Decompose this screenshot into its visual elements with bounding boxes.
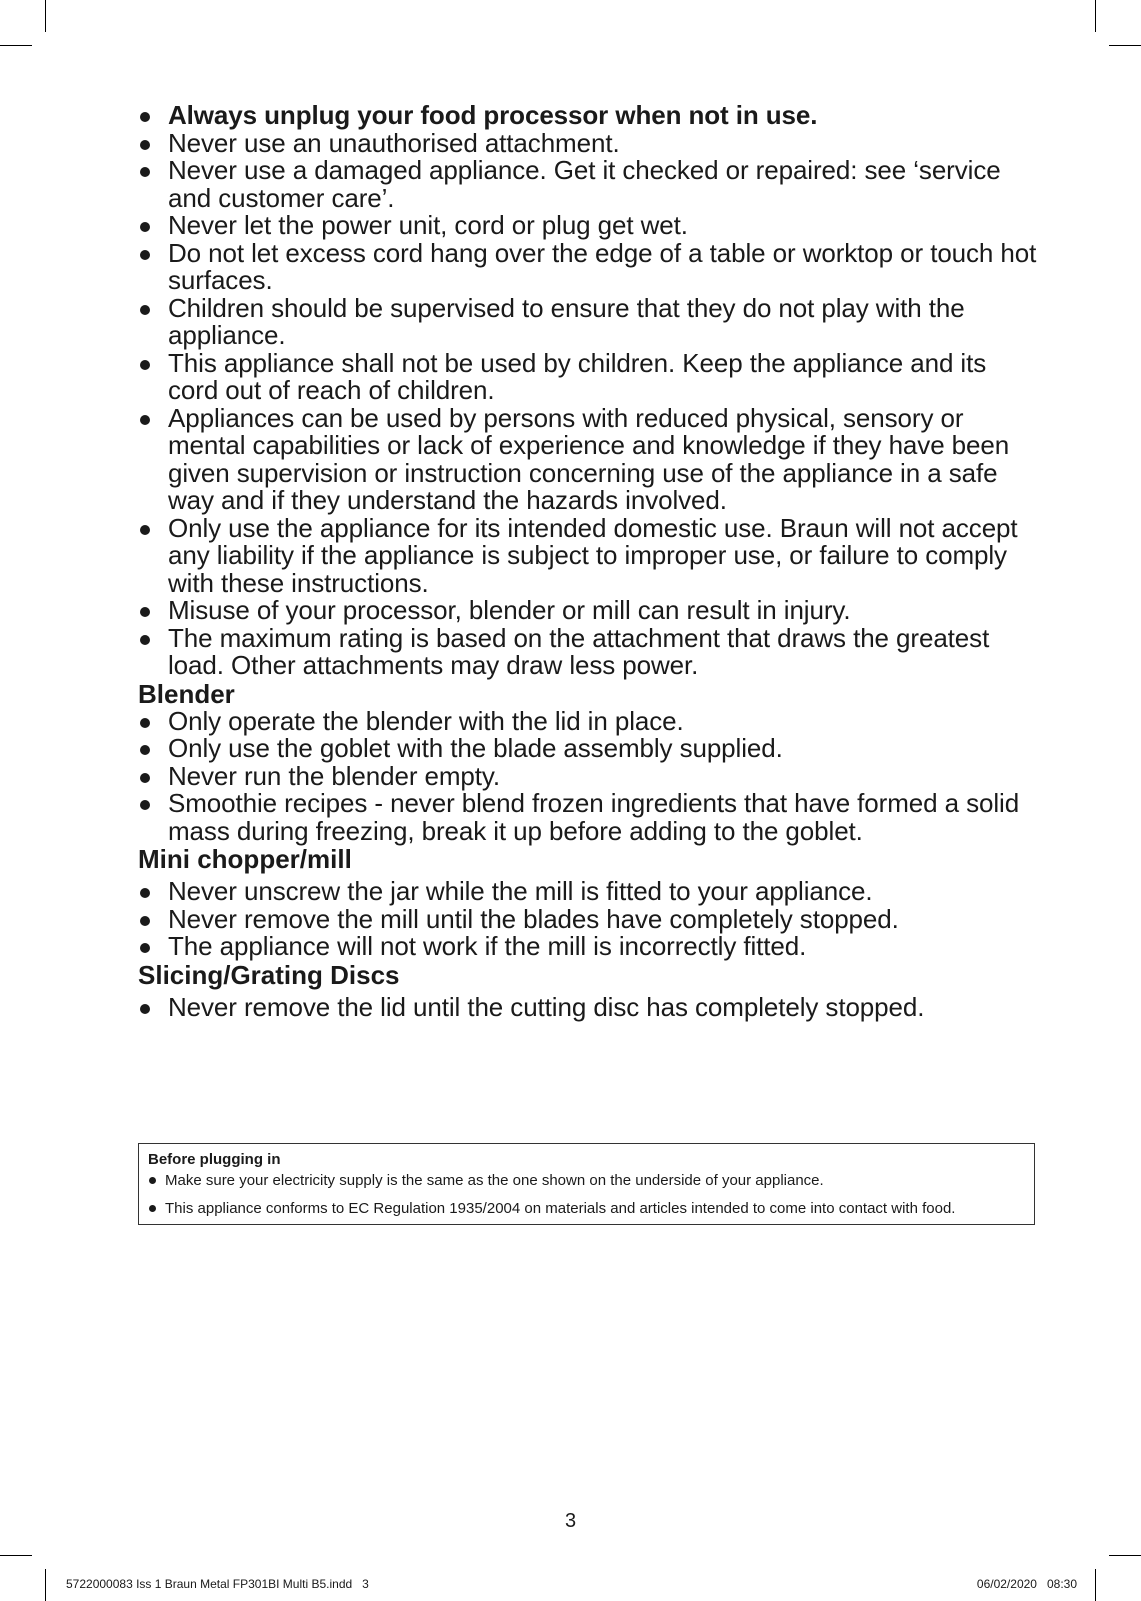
discs-heading: Slicing/Grating Discs — [138, 959, 400, 990]
bullet-icon — [140, 112, 150, 122]
safety-list — [138, 102, 1038, 680]
bullet-icon — [140, 800, 150, 810]
list-item: The maximum rating is based on the attachment that draws the greatest load. Other attachments may draw less power. — [138, 625, 1038, 680]
slug-datetime: 06/02/2020 08:30 — [976, 1577, 1077, 1591]
crop-mark — [0, 45, 32, 46]
bullet-icon — [140, 943, 150, 953]
bullet-icon — [140, 140, 150, 150]
bullet-icon — [140, 222, 150, 232]
notice-list — [148, 1171, 1025, 1218]
bullet-icon — [149, 1205, 156, 1212]
bullet-icon — [140, 718, 150, 728]
slug-file-info: 5722000083 Iss 1 Braun Metal FP301BI Multi B5.indd 3 — [66, 1577, 369, 1591]
crop-mark — [1109, 1555, 1141, 1556]
bullet-icon — [140, 635, 150, 645]
list-item: Children should be supervised to ensure that they do not play with the appliance. — [138, 295, 1038, 350]
discs-list — [138, 991, 1038, 1022]
bullet-icon — [140, 888, 150, 898]
list-item: The appliance will not work if the mill is incorrectly fitted. — [138, 933, 1038, 961]
list-item: Never use a damaged appliance. Get it checked or repaired: see ‘service and customer care’. — [138, 157, 1038, 212]
list-item: Never remove the lid until the cutting disc has completely stopped. — [138, 994, 1038, 1022]
list-item: This appliance shall not be used by children. Keep the appliance and its cord out of reach of children. — [138, 350, 1038, 405]
list-item: This appliance conforms to EC Regulation 1935/2004 on materials and articles intended to come into contact with food. — [148, 1199, 1025, 1218]
bullet-icon — [140, 250, 150, 260]
list-item: Never unscrew the jar while the mill is fitted to your appliance. — [138, 878, 1038, 906]
list-item: Make sure your electricity supply is the same as the one shown on the underside of your appliance. — [148, 1171, 1025, 1190]
bullet-icon — [140, 745, 150, 755]
bullet-icon — [140, 1004, 150, 1014]
page-number: 3 — [564, 1510, 577, 1532]
bullet-icon — [140, 916, 150, 926]
list-item: Never remove the mill until the blades have completely stopped. — [138, 906, 1038, 934]
bullet-icon — [140, 525, 150, 535]
blender-heading: Blender — [138, 678, 235, 709]
bullet-icon — [140, 305, 150, 315]
bullet-icon — [140, 360, 150, 370]
bullet-icon — [140, 167, 150, 177]
list-item: Always unplug your food processor when not in use. — [138, 102, 1038, 130]
list-item: Never run the blender empty. — [138, 763, 1038, 791]
blender-list — [138, 705, 1038, 846]
mini-chopper-list — [138, 878, 1038, 961]
crop-mark — [1095, 0, 1096, 32]
list-item: Only use the appliance for its intended domestic use. Braun will not accept any liability if the appliance is subject to improper use, or failure to comply with these instructions. — [138, 515, 1038, 598]
crop-mark — [45, 0, 46, 32]
mini-chopper-heading: Mini chopper/mill — [138, 844, 352, 874]
crop-mark — [0, 1555, 32, 1556]
list-item: Never use an unauthorised attachment. — [138, 130, 1038, 158]
list-item: Do not let excess cord hang over the edge of a table or worktop or touch hot surfaces. — [138, 240, 1038, 295]
crop-mark — [1109, 45, 1141, 46]
list-item: Only use the goblet with the blade assembly supplied. — [138, 735, 1038, 763]
list-item: Smoothie recipes - never blend frozen ingredients that have formed a solid mass during freezing, break it up before adding to the goblet. — [138, 790, 1038, 845]
notice-heading: Before plugging in — [148, 1151, 281, 1168]
list-item: Appliances can be used by persons with reduced physical, sensory or mental capabilities or lack of experience and knowledge if they have been given supervision or instruction concerning use of the appliance in a safe way and if they understand the hazards involved. — [138, 405, 1038, 515]
bullet-icon — [149, 1177, 156, 1184]
crop-mark — [1095, 1569, 1096, 1601]
bullet-icon — [140, 607, 150, 617]
bullet-icon — [140, 415, 150, 425]
list-item: Only operate the blender with the lid in place. — [138, 708, 1038, 736]
page-content — [138, 102, 1038, 1021]
list-item: Misuse of your processor, blender or mill can result in injury. — [138, 597, 1038, 625]
before-plugging-in-box — [138, 1143, 1035, 1225]
list-item: Never let the power unit, cord or plug get wet. — [138, 212, 1038, 240]
crop-mark — [45, 1569, 46, 1601]
bullet-icon — [140, 773, 150, 783]
